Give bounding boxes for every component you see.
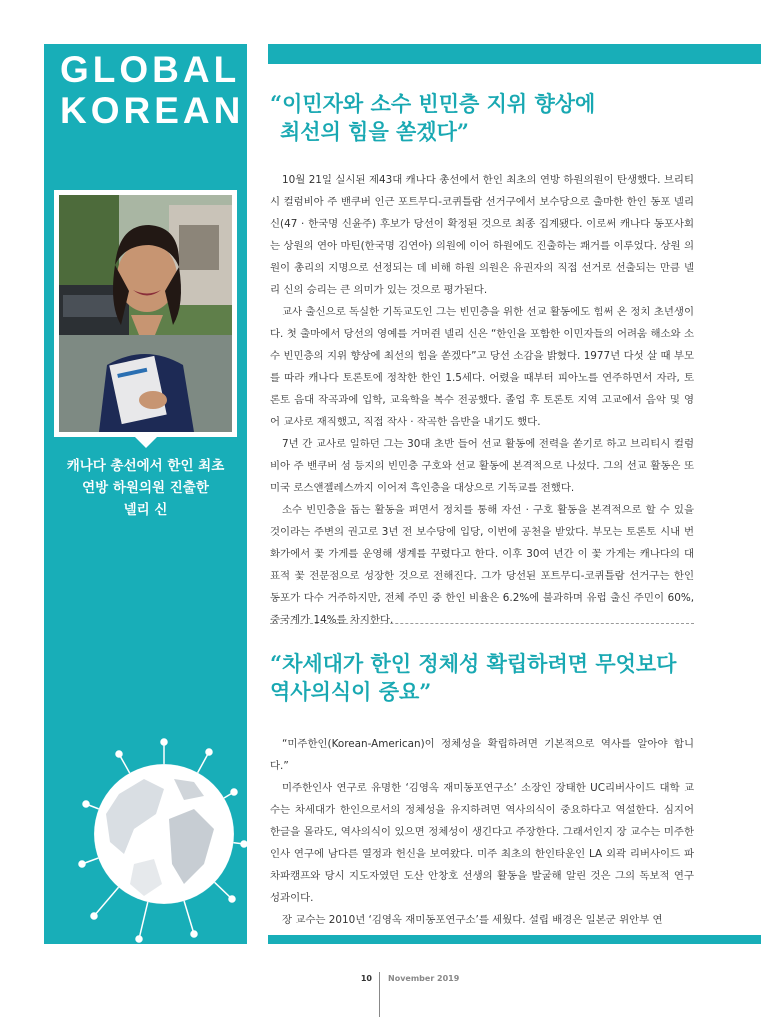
article-2-headline <box>270 650 676 706</box>
portrait-illustration <box>59 195 232 432</box>
issue-date: November 2019 <box>388 974 460 983</box>
paragraph: 교사 출신으로 독실한 기독교도인 그는 빈민층을 위한 선교 활동에도 힘써 온 정치 초년생이다. 첫 출마에서 당선의 영예를 거머쥔 넬리 신은 “한인을 포함한 이민자들의 어려움 해소와 소수 빈민층의 지위 향상에 최선의 힘을 쏟겠다”고 당선 소감을 밝혔다. 1977년 다섯 살 때 부모를 따라 캐나다 토론토에 정착한 한인 1.5세다. 어렸을 때부터 피아노를 연주하면서 자라, 토론토 음대 작곡과에 입학, 교육학을 복수 전공했다. 졸업 후 토론토 지역 고교에서 음악 및 영어 교사로 재직했고, 직접 작사 · 작곡한 음반을 내기도 했다. <box>270 306 694 428</box>
paragraph: “미주한인(Korean-American)이 정체성을 확립하려면 기본적으로 역사를 알아야 합니다.” <box>270 738 694 772</box>
paragraph: 7년 간 교사로 일하던 그는 30대 초반 들어 선교 활동에 전력을 쏟기로 하고 브리티시 컬럼비아 주 밴쿠버 섬 등지의 빈민층 구호와 선교 활동에 본격적으로 나섰다. 그의 선교 활동은 또 미국 로스앤젤레스까지 이어져 흑인층을 대상으로 기독교를 전했다. <box>270 438 694 494</box>
article-1-headline <box>270 90 595 146</box>
caption-line-2: 연방 하원의원 진출한 <box>82 480 209 496</box>
paragraph: 소수 빈민층을 돕는 활동을 펴면서 정치를 통해 자선 · 구호 활동을 본격적으로 할 수 있을 것이라는 주변의 권고로 3년 전 보수당에 입당, 이번에 공천을 받았다. 부모는 토론토 시내 번화가에서 꽃 가게를 운영해 생계를 꾸렸다고 한다. 이후 30여 년간 이 꽃 가게는 캐나다의 대표적 꽃 전문점으로 성장한 것으로 전해진다. 그가 당선된 포트무디-코퀴틀람 선거구는 한인 동포가 다수 거주하지만, 전체 주민 중 한인 비율은 6.2%에 불과하며 유럽 출신 주민이 60%, 중국계가 14%를 차지한다. <box>270 504 694 626</box>
caption-line-3: 넬리 신 <box>123 502 168 518</box>
brand-line-2: KOREAN <box>60 90 245 131</box>
article-2-body <box>270 733 694 931</box>
section-title <box>60 49 245 131</box>
section-divider <box>270 623 694 624</box>
portrait-photo <box>59 195 232 432</box>
headline-line-1: “차세대가 한인 정체성 확립하려면 무엇보다 <box>270 651 677 676</box>
sidebar <box>44 44 247 944</box>
top-accent-bar <box>268 44 761 64</box>
article-1-body <box>270 169 694 631</box>
paragraph: 10월 21일 실시된 제43대 캐나다 총선에서 한인 최초의 연방 하원의원이 탄생했다. 브리티시 컬럼비아 주 밴쿠버 인근 포트무디-코퀴틀람 선거구에서 보수당으로 출마한 한인 동포 넬리 신(47 · 한국명 신윤주) 후보가 당선이 확정된 것으로 최종 집계됐다. 이로써 캐나다 동포사회는 상원의 연아 마틴(한국명 김연아) 의원에 이어 하원에도 진출하는 쾌거를 이루었다. 상원 의원이 총리의 지명으로 선정되는 데 비해 하원 의원은 유권자의 직접 선거로 선출되는 만큼 넬리 신의 승리는 큰 의미가 있는 것으로 평가된다. <box>270 174 694 296</box>
headline-line-2: 역사의식이 중요” <box>270 679 432 704</box>
caption-line-1: 캐나다 총선에서 한인 최초 <box>66 458 225 474</box>
page-number: 10 <box>360 974 372 983</box>
bottom-accent-bar <box>268 935 761 944</box>
photo-caption <box>44 455 247 521</box>
headline-line-1: “이민자와 소수 빈민층 지위 향상에 <box>270 91 596 116</box>
paragraph: 미주한인사 연구로 유명한 ‘김영옥 재미동포연구소’ 소장인 장태한 UC리버사이드 대학 교수는 차세대가 한인으로서의 정체성을 유지하려면 역사의식이 중요하다고 역설한다. 심지어 한글을 몰라도, 역사의식이 있으면 정체성이 생긴다고 주장한다. 그래서인지 장 교수는 미주한인사 연구에 남다른 열정과 헌신을 보여왔다. 미주 최초의 한인타운인 LA 외곽 리버사이드 파차파캠프와 당시 지도자였던 도산 안창호 선생의 활동을 발굴해 알린 것은 그의 독보적 연구 성과이다. <box>270 782 694 904</box>
page-footer <box>0 972 761 1022</box>
globe-illustration <box>44 734 247 944</box>
brand-line-1: GLOBAL <box>60 49 241 90</box>
globe-icon <box>44 734 247 944</box>
paragraph: 장 교수는 2010년 ‘김영옥 재미동포연구소’를 세웠다. 설립 배경은 일본군 위안부 연 <box>282 914 663 926</box>
photo-frame <box>54 190 237 437</box>
footer-divider <box>379 972 380 1017</box>
headline-line-2: 최선의 힘을 쏟겠다” <box>280 119 469 144</box>
